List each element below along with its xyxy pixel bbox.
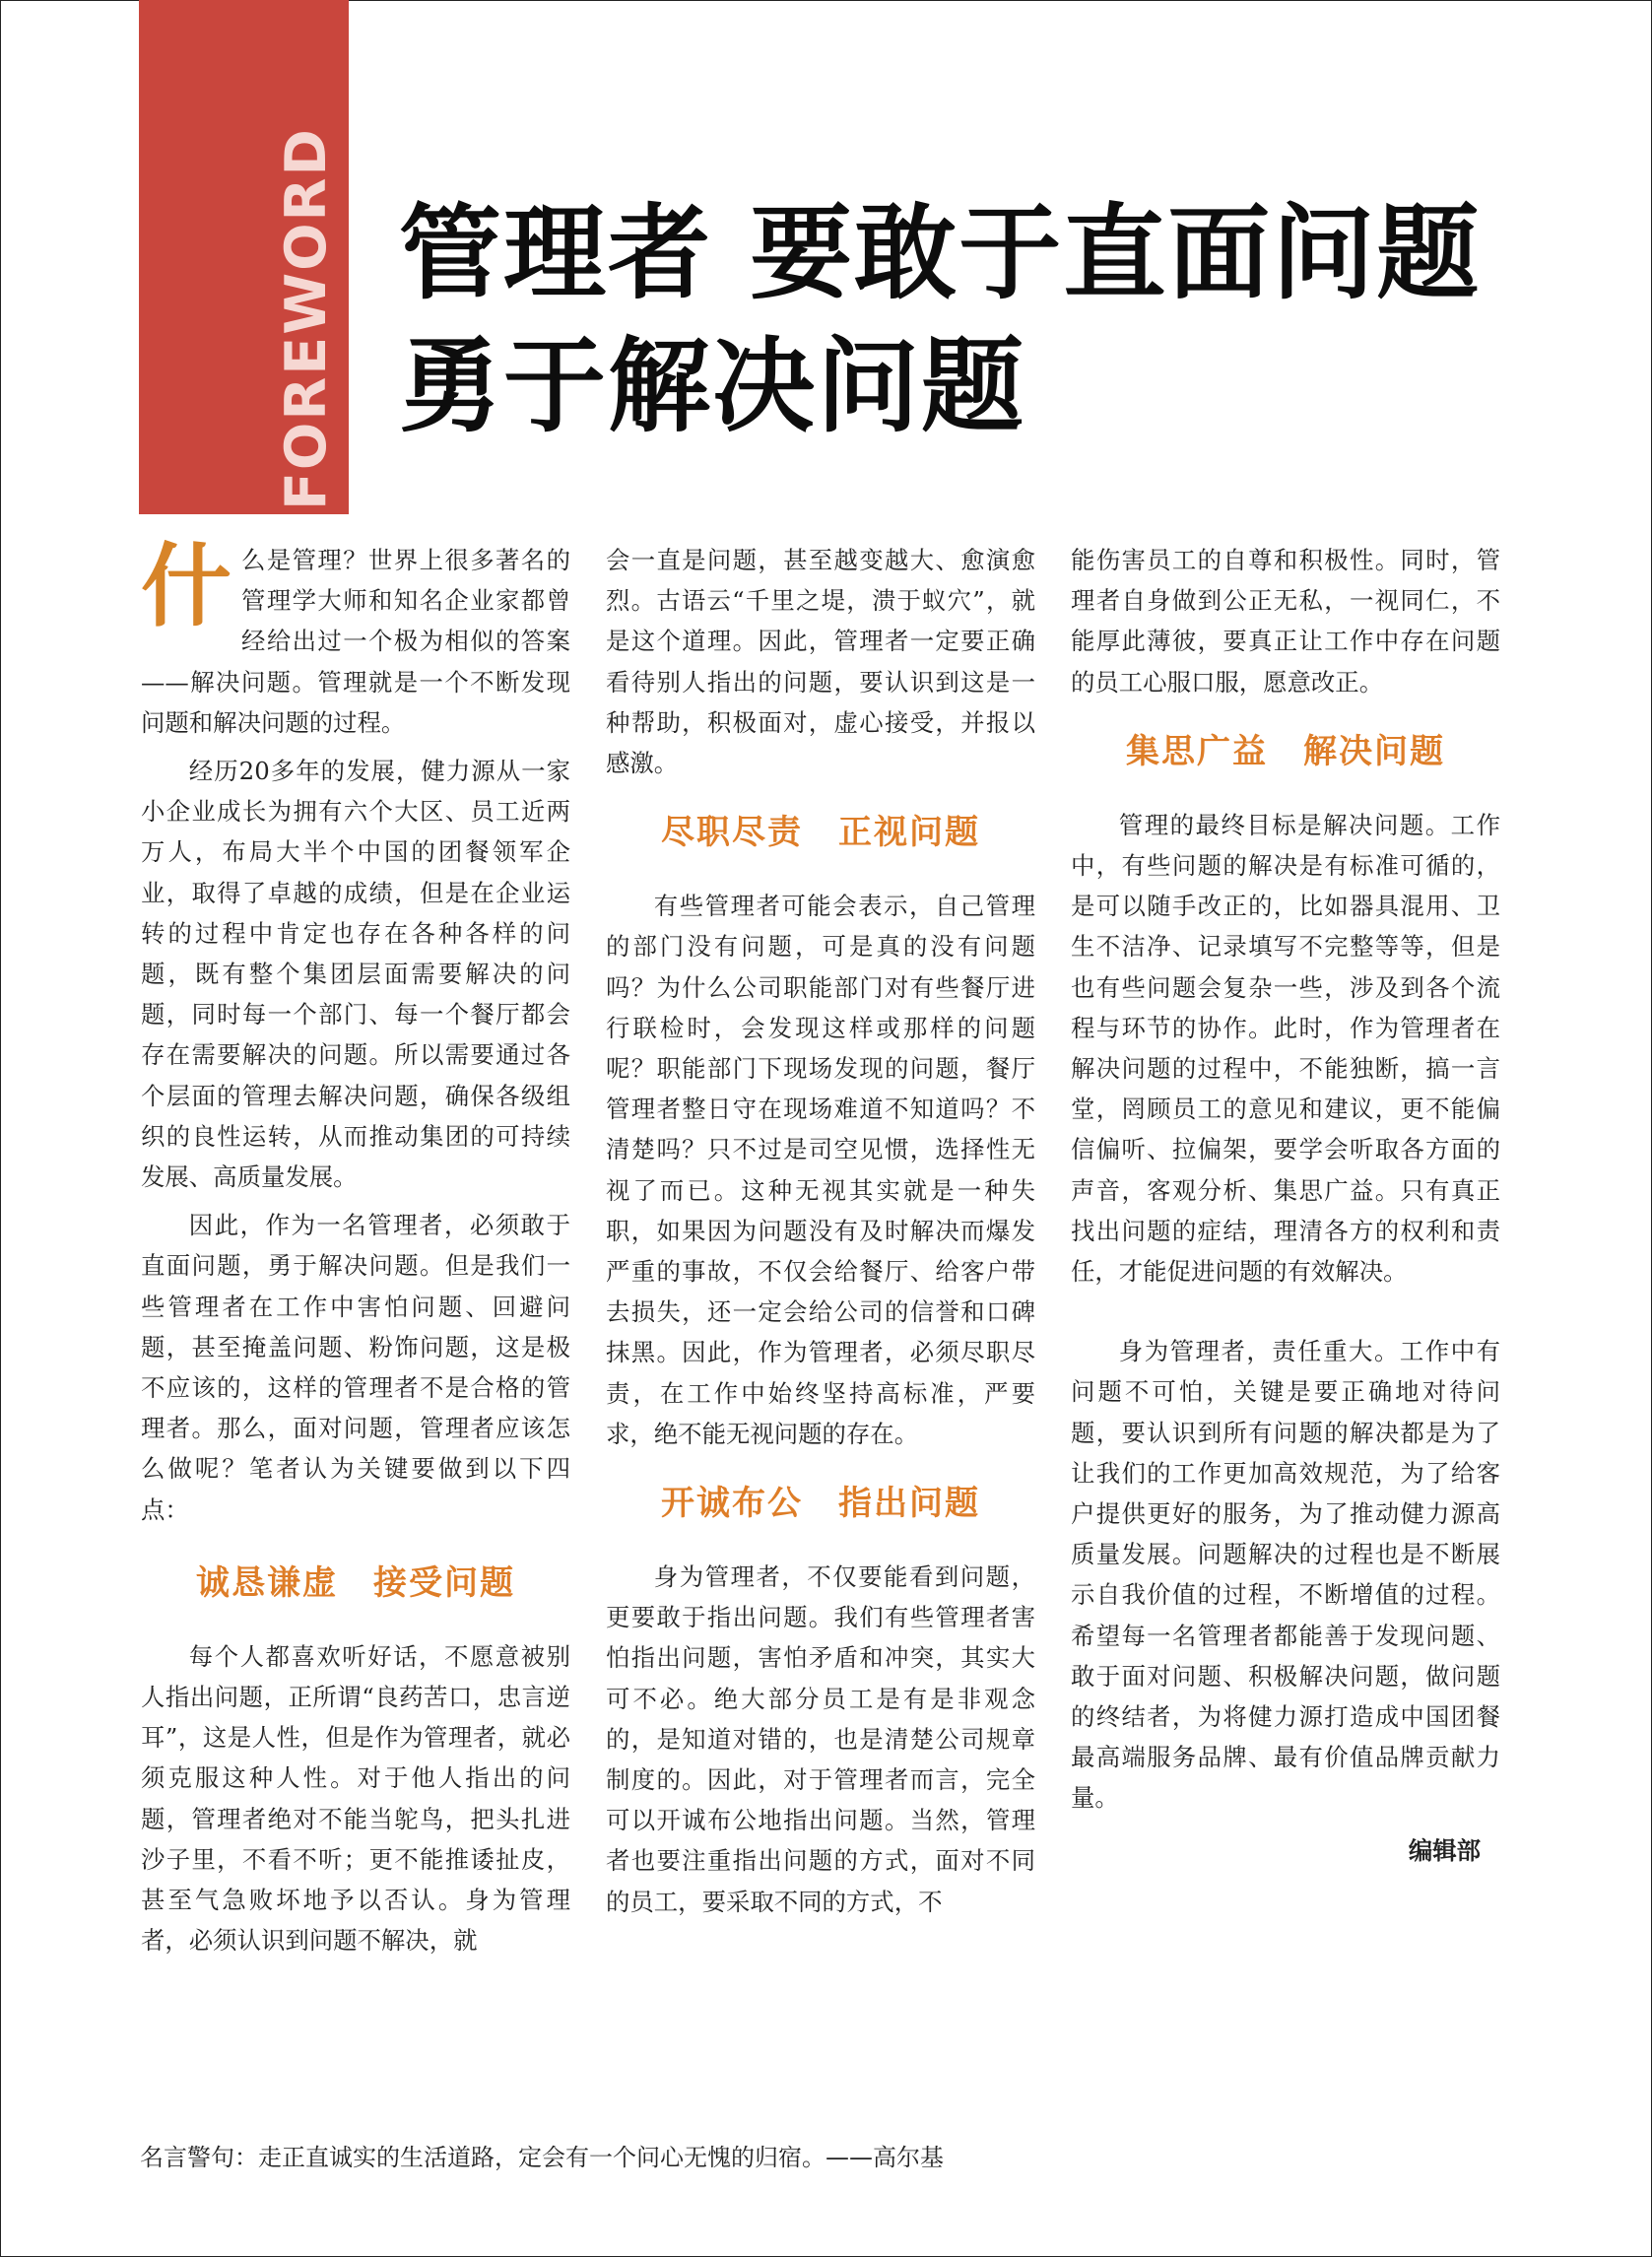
paragraph-text: 么是管理？世界上很多著名的管理学大师和知名企业家都曾经给出过一个极为相似的答案——解决问题。管理就是一个不断发现问题和解决问题的过程。 — [141, 546, 570, 737]
paragraph: 经历20多年的发展，健力源从一家小企业成长为拥有六个大区、员工近两万人，布局大半个中国的团餐领军企业，取得了卓越的成绩，但是在企业运转的过程中肯定也存在各种各样的问题，既有整个集团层面需要解决的问题，同时每一个部门、每一个餐厅都会存在需要解决的问题。所以需要通过各个层面的管理去解决问题，确保各级组织的良性运转，从而推动集团的可持续发展、高质量发展。 — [141, 757, 570, 1192]
footer-quote: 名言警句：走正直诚实的生活道路，定会有一个问心无愧的归宿。——高尔基 — [140, 2144, 944, 2171]
section-heading: 诚恳谦虚 接受问题 — [196, 1562, 515, 1603]
drop-cap: 什 — [141, 533, 232, 639]
paragraph — [141, 533, 570, 743]
paragraph: 每个人都喜欢听好话，不愿意被别人指出问题，正所谓“良药苦口，忠言逆耳”，这是人性，但是作为管理者，就必须克服这种人性。对于他人指出的问题，管理者绝对不能当鸵鸟，把头扎进沙子里，不看不听；更不能推诿扯皮，甚至气急败坏地予以否认。身为管理者，必须认识到问题不解决，就 — [141, 1641, 570, 1956]
section-heading: 开诚布公 指出问题 — [661, 1484, 980, 1524]
paragraph: 身为管理者，责任重大。工作中有问题不可怕，关键是要正确地对待问题，要认识到所有问题的解决都是为了让我们的工作更加高效规范，为了给客户提供更好的服务，为了推动健力源高质量发展。问题解决的过程也是不断展示自我价值的过程，不断增值的过程。希望每一名管理者都能善于发现问题、敢于面对问题、积极解决问题，做问题的终结者，为将健力源打造成中国团餐最高端服务品牌、最有价值品牌贡献力量。 — [1071, 1337, 1500, 1813]
article-column-2 — [606, 540, 1035, 1922]
paragraph: 有些管理者可能会表示，自己管理的部门没有问题，可是真的没有问题吗？为什么公司职能部门对有些餐厅进行联检时，会发现这样或那样的问题呢？职能部门下现场发现的问题，餐厅管理者整日守在现场难道不知道吗？不清楚吗？只不过是司空见惯，选择性无视了而已。这种无视其实就是一种失职，如果因为问题没有及时解决而爆发严重的事故，不仅会给餐厅、给客户带去损失，还一定会给公司的信誉和口碑抹黑。因此，作为管理者，必须尽职尽责，在工作中始终坚持高标准，严要求，绝不能无视问题的存在。 — [606, 892, 1035, 1448]
title-line-1: 管理者 要敢于直面问题 — [399, 193, 1482, 313]
paragraph: 因此，作为一名管理者，必须敢于直面问题，勇于解决问题。但是我们一些管理者在工作中害怕问题、回避问题，甚至掩盖问题、粉饰问题，这是极不应该的，这样的管理者不是合格的管理者。那么，面对问题，管理者应该怎么做呢？笔者认为关键要做到以下四点： — [141, 1211, 570, 1524]
foreword-label: FOREWORD — [274, 127, 339, 510]
article-title — [399, 187, 1620, 453]
article-column-1 — [141, 533, 570, 1961]
paragraph: 会一直是问题，甚至越变越大、愈演愈烈。古语云“千里之堤，溃于蚁穴”，就是这个道理。因此，管理者一定要正确看待别人指出的问题，要认识到这是一种帮助，积极面对，虚心接受，并报以感激。 — [606, 546, 1035, 778]
foreword-banner — [139, 0, 349, 514]
article-column-3 — [1071, 540, 1500, 1871]
paragraph: 能伤害员工的自尊和积极性。同时，管理者自身做到公正无私，一视同仁，不能厚此薄彼，要真正让工作中存在问题的员工心服口服，愿意改正。 — [1071, 546, 1500, 697]
section-heading: 尽职尽责 正视问题 — [661, 813, 980, 853]
signature: 编辑部 — [1408, 1835, 1481, 1865]
paragraph: 管理的最终目标是解决问题。工作中，有些问题的解决是有标准可循的，是可以随手改正的，比如器具混用、卫生不洁净、记录填写不完整等等，但是也有些问题会复杂一些，涉及到各个流程与环节的协作。此时，作为管理者在解决问题的过程中，不能独断，搞一言堂，罔顾员工的意见和建议，更不能偏信偏听、拉偏架，要学会听取各方面的声音，客观分析、集思广益。只有真正找出问题的症结，理清各方的权利和责任，才能促进问题的有效解决。 — [1071, 810, 1500, 1287]
section-heading: 集思广益 解决问题 — [1126, 731, 1445, 771]
title-line-2: 勇于解决问题 — [399, 326, 1026, 446]
paragraph: 身为管理者，不仅要能看到问题，更要敢于指出问题。我们有些管理者害怕指出问题，害怕矛盾和冲突，其实大可不必。绝大部分员工是有是非观念的，是知道对错的，也是清楚公司规章制度的。因此，对于管理者而言，完全可以开诚布公地指出问题。当然，管理者也要注重指出问题的方式，面对不同的员工，要采取不同的方式，不 — [606, 1562, 1035, 1916]
